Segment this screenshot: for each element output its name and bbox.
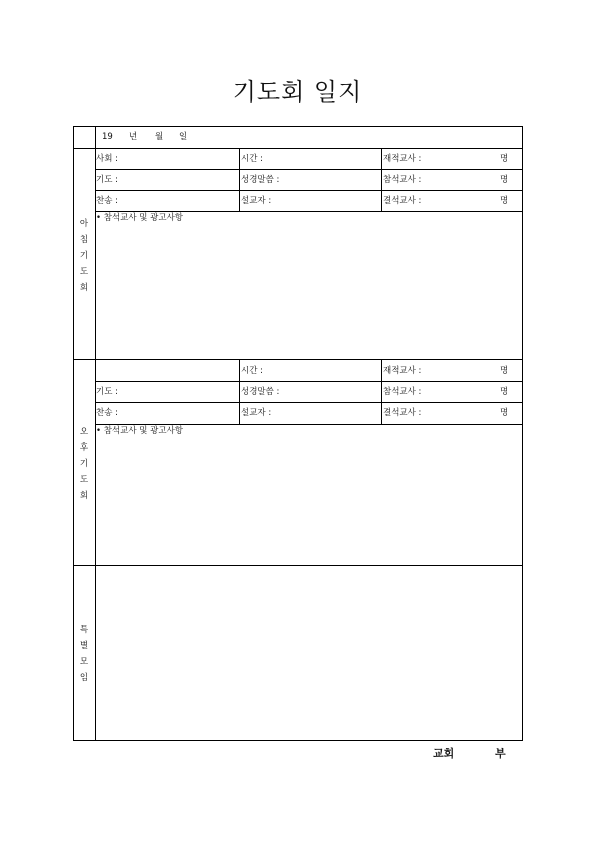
date-year-label: 년 (129, 132, 138, 142)
special-label-char: 모 (79, 657, 89, 667)
morning-label-char: 침 (79, 235, 89, 245)
morning-row2-divider (95, 190, 523, 191)
morning-preacher-field[interactable]: 설교자 : (241, 196, 272, 206)
morning-label-char: 기 (79, 251, 89, 261)
special-label-char: 특 (79, 625, 89, 635)
morning-attended-unit: 명 (500, 175, 509, 185)
morning-label-char: 아 (79, 219, 89, 229)
afternoon-label-char: 후 (79, 443, 89, 453)
morning-label-char: 회 (79, 283, 89, 293)
date-row-divider (73, 148, 523, 149)
morning-host-field[interactable]: 사회 : (96, 154, 118, 164)
afternoon-section-label (73, 428, 95, 508)
afternoon-label-char: 오 (79, 427, 89, 437)
morning-col-divider-1 (239, 148, 240, 211)
morning-prayer-field[interactable]: 기도 : (96, 175, 118, 185)
afternoon-notes-label: • 참석교사 및 광고사항 (96, 426, 184, 436)
afternoon-row1-divider (95, 381, 523, 382)
afternoon-enrolled-field[interactable]: 재적교사 : (383, 366, 422, 376)
afternoon-enrolled-unit: 명 (500, 366, 509, 376)
morning-enrolled-field[interactable]: 재적교사 : (383, 154, 422, 164)
afternoon-prayer-field[interactable]: 기도 : (96, 387, 118, 397)
morning-attended-field[interactable]: 참석교사 : (383, 175, 422, 185)
morning-enrolled-unit: 명 (500, 154, 509, 164)
afternoon-preacher-field[interactable]: 설교자 : (241, 408, 272, 418)
morning-time-field[interactable]: 시간 : (241, 154, 263, 164)
footer-church-label: 교회 (433, 747, 455, 760)
afternoon-col-divider-2 (381, 359, 382, 424)
morning-row1-divider (95, 169, 523, 170)
morning-hymn-field[interactable]: 찬송 : (96, 196, 118, 206)
table-border-top (73, 126, 523, 127)
special-label-char: 별 (79, 641, 89, 651)
afternoon-attended-unit: 명 (500, 387, 509, 397)
special-label-char: 임 (79, 673, 89, 683)
date-month-label: 월 (155, 132, 164, 142)
date-year-prefix[interactable]: 19 (102, 132, 113, 142)
afternoon-row2-divider (95, 402, 523, 403)
morning-section-label (73, 220, 95, 300)
afternoon-absent-unit: 명 (500, 408, 509, 418)
afternoon-label-char: 기 (79, 459, 89, 469)
special-notes-area[interactable] (96, 566, 522, 740)
afternoon-label-char: 도 (79, 475, 89, 485)
morning-notes-area[interactable] (96, 212, 522, 359)
morning-label-char: 도 (79, 267, 89, 277)
afternoon-hymn-field[interactable]: 찬송 : (96, 408, 118, 418)
morning-absent-unit: 명 (500, 196, 509, 206)
morning-afternoon-divider (73, 359, 523, 360)
morning-notes-label: • 참석교사 및 광고사항 (96, 213, 184, 223)
footer-dept-label: 부 (495, 747, 506, 760)
date-day-label: 일 (179, 132, 188, 142)
afternoon-notes-area[interactable] (96, 425, 522, 565)
afternoon-attended-field[interactable]: 참석교사 : (383, 387, 422, 397)
afternoon-col-divider-1 (239, 359, 240, 424)
afternoon-time-field[interactable]: 시간 : (241, 366, 263, 376)
table-border-bottom (73, 740, 523, 741)
afternoon-scripture-field[interactable]: 성경말씀 : (241, 387, 280, 397)
special-section-label (73, 626, 95, 690)
afternoon-absent-field[interactable]: 결석교사 : (383, 408, 422, 418)
morning-absent-field[interactable]: 결석교사 : (383, 196, 422, 206)
afternoon-label-char: 회 (79, 491, 89, 501)
table-border-right (522, 126, 523, 741)
morning-scripture-field[interactable]: 성경말씀 : (241, 175, 280, 185)
page-title: 기도회 일지 (232, 78, 363, 106)
morning-col-divider-2 (381, 148, 382, 211)
